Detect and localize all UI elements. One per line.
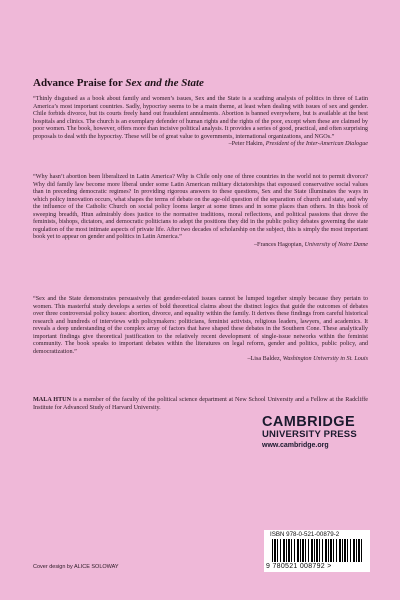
attribution-affiliation: President of the Inter-American Dialogue	[265, 141, 368, 148]
publisher-url: www.cambridge.org	[262, 442, 329, 449]
attribution-affiliation: Washington University in St. Louis	[282, 356, 368, 363]
cover-design-credit: Cover design by ALICE SOLOWAY	[33, 564, 119, 570]
heading-title: Sex and the State	[125, 77, 204, 89]
blurb-attribution	[33, 141, 368, 149]
isbn-label: ISBN 978-0-521-00879-2	[270, 531, 340, 538]
barcode-digits: 9 780521 008792 >	[266, 563, 332, 570]
author-bio	[33, 397, 368, 412]
isbn-barcode	[264, 530, 370, 572]
attribution-name: –Peter Hakim,	[228, 141, 266, 148]
blurb-text: “Sex and the State demonstrates persuasively that gender-related issues cannot be lumped together simply because they pertain to women. This masterful study develops a series of bold theoretical claims about the distinct logics that guide the outcomes of debates over three controversial policy issues: abortion, divorce, and equality within the family. It derives these findings from careful historical research and hundreds of interviews with policymakers: politicians, feminist activists, religious leaders, lawyers, and academics. It reveals a deep understanding of the complex array of factors that have shaped these debates in the Southern Cone. These analytically important findings give theoretical justification to the relatively recent development of single-issue networks within the feminist community. The book speaks to important debates within the literatures on legal reform, gender and politics, public policy, and democratization.”	[33, 296, 368, 355]
publisher-name: CAMBRIDGE	[262, 414, 356, 430]
blurb-attribution	[33, 356, 368, 364]
author-bio-text: is a member of the faculty of the political science department at New School University and a Fellow at the Radcliffe Institute for Advanced Study of Harvard University.	[33, 397, 368, 411]
praise-blurb-2	[33, 174, 368, 249]
publisher-sub: UNIVERSITY PRESS	[262, 429, 357, 440]
author-name: MALA HTUN	[33, 397, 72, 403]
back-cover-heading	[33, 77, 204, 89]
blurb-text: “Why hasn’t abortion been liberalized in Latin America? Why is Chile only one of three countries in the world not to permit divorce? Why did family law become more liberal under some Latin American military dictatorships that espoused conservative social values than in preceding democratic regimes? In providing rigorous answers to these questions, Sex and the State illuminates the ways in which policy innovation occurs, what shapes the terms of debate on the age-old question of the separation of church and state, and why the influence of the Catholic Church on social policy looms larger at some times and in some places than others. In this book of sweeping breadth, Htun admirably does justice to the normative traditions, moral reflections, and political passions that drove the feminists, bishops, dictators, and democratic politicians to adopt the positions they did in the public policy debates governing the state regulation of the most intimate aspects of private life. After two decades of scholarship on the subject, this is simply the most important book yet to appear on gender and politics in Latin America.”	[33, 174, 368, 241]
blurb-text: “Thinly disguised as a book about family and women’s issues, Sex and the State is a scathing analysis of politics in three of Latin America’s most important countries. Sadly, hypocrisy seems to be a main theme, at least when dealing with issues of sex and gender. Chile forbids divorce, but its courts freely hand out fraudulent annulments. Abortion is banned everywhere, but is available at the best hospitals and clinics. The church is an exemplary defender of human rights and the rights of the poor, except when these are claimed by poor women. The book, however, offers more than incisive political analysis. It provides a series of good, practical, and often surprising proposals to deal with the hypocrisy. These will be of great value to governments, international organizations, and NGOs.”	[33, 96, 368, 140]
praise-blurb-1	[33, 96, 368, 149]
attribution-name: –Lisa Baldez,	[247, 356, 283, 363]
barcode-bars	[272, 539, 364, 562]
heading-prefix: Advance Praise for	[33, 77, 126, 89]
publisher-logo	[262, 415, 372, 449]
blurb-attribution	[33, 242, 368, 250]
praise-blurb-3	[33, 296, 368, 364]
attribution-affiliation: University of Notre Dame	[304, 241, 368, 248]
attribution-name: –Frances Hagopian,	[253, 241, 305, 248]
